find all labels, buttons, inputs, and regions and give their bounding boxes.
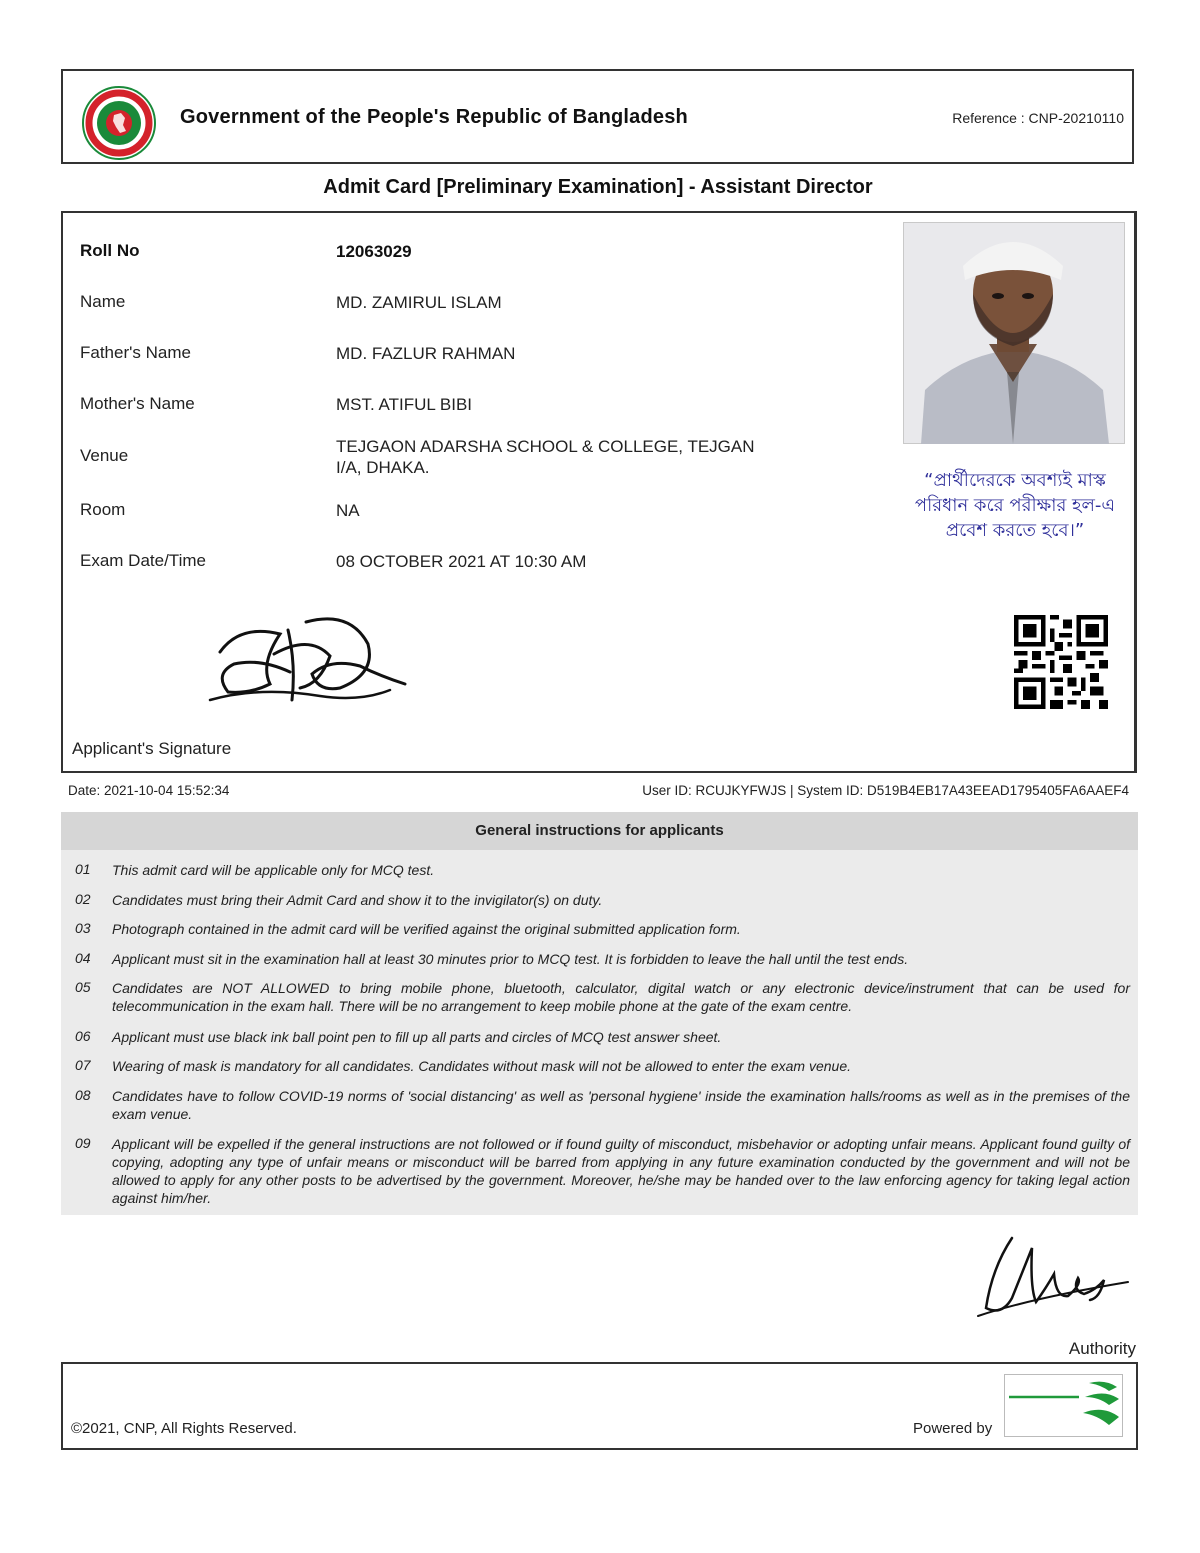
instruction-text: Wearing of mask is mandatory for all candidates. Candidates without mask will not be allowed to enter the exam venue. [112, 1058, 852, 1074]
room-label: Room [80, 500, 126, 519]
exam-datetime-value: 08 OCTOBER 2021 AT 10:30 AM [336, 552, 587, 571]
teletalk-logo-graphic [1005, 1375, 1122, 1436]
applicant-signature-label: Applicant's Signature [72, 739, 232, 758]
instruction-number: 05 [75, 979, 91, 995]
instruction-number: 01 [75, 861, 91, 877]
copyright-text: ©2021, CNP, All Rights Reserved. [71, 1420, 297, 1437]
mask-note-line-2: পরিধান করে পরীক্ষার হল-এ [914, 495, 1116, 516]
mask-note-line-3: প্রবেশ করতে হবে।” [945, 520, 1085, 541]
instruction-number: 07 [75, 1057, 91, 1073]
venue-value-line2: I/A, DHAKA. [336, 458, 430, 477]
instruction-text: Candidates must bring their Admit Card and show it to the invigilator(s) on duty. [112, 892, 603, 908]
mothers-name-label: Mother's Name [80, 394, 195, 413]
applicant-signature-image [200, 604, 410, 712]
issue-date: Date: 2021-10-04 15:52:34 [68, 783, 230, 798]
fathers-name-value: MD. FAZLUR RAHMAN [336, 344, 516, 363]
instruction-number: 02 [75, 891, 91, 907]
applicant-photo [903, 222, 1125, 444]
exam-datetime-label: Exam Date/Time [80, 551, 206, 570]
room-value: NA [336, 501, 360, 520]
instruction-number: 06 [75, 1028, 91, 1044]
instruction-number: 03 [75, 920, 91, 936]
roll-no-label: Roll No [80, 241, 140, 260]
government-seal-logo [81, 85, 157, 161]
mothers-name-value: MST. ATIFUL BIBI [336, 395, 473, 414]
authority-signature-image [972, 1228, 1132, 1324]
instruction-text: This admit card will be applicable only for MCQ test. [112, 862, 435, 878]
instruction-number: 04 [75, 950, 91, 966]
fathers-name-label: Father's Name [80, 343, 191, 362]
name-value: MD. ZAMIRUL ISLAM [336, 293, 502, 312]
mask-note-line-1: “প্রার্থীদেরকে অবশ্যই মাস্ক [924, 470, 1106, 491]
teletalk-logo [1004, 1374, 1123, 1437]
instruction-text: Applicant must use black ink ball point pen to fill up all parts and circles of MCQ test answer sheet. [112, 1029, 722, 1045]
instruction-text: Candidates are NOT ALLOWED to bring mobile phone, bluetooth, calculator, digital watch or any electronic device/instrument that can be used for telecommunication in the exam hall. There will be no arrangement to keep mobile phone at the gate of the exam centre. [112, 980, 1130, 1014]
venue-label: Venue [80, 446, 129, 465]
mask-requirement-note [900, 468, 1130, 543]
instruction-number: 09 [75, 1135, 91, 1151]
instruction-text: Photograph contained in the admit card will be verified against the original submitted application form. [112, 921, 741, 937]
admit-card-title: Admit Card [Preliminary Examination] - Assistant Director [323, 176, 873, 198]
instructions-heading: General instructions for applicants [61, 812, 1138, 850]
instruction-text: Applicant must sit in the examination hall at least 30 minutes prior to MCQ test. It is forbidden to leave the hall until the test ends. [112, 951, 909, 967]
user-system-ids: User ID: RCUJKYFWJS | System ID: D519B4EB17A43EEAD1795405FA6AAEF4 [642, 783, 1129, 798]
venue-value-line1: TEJGAON ADARSHA SCHOOL & COLLEGE, TEJGAN [336, 437, 755, 456]
instruction-text: Applicant will be expelled if the general instructions are not followed or if found guilty of misconduct, misbehavior or adopting unfair means. Applicant found guilty of copying, adopting any type of unfair means or misconduct will be barred from applying in any future examination conducted by the government and will not be allowed to apply for any other posts to be advertised by the government. Moreover, he/she may be handed over to the law enforcing agency for taking legal action against him/her. [112, 1136, 1130, 1206]
reference-number: Reference : CNP-20210110 [952, 110, 1124, 126]
authority-label: Authority [1068, 1339, 1136, 1358]
qr-code [1014, 615, 1108, 709]
name-label: Name [80, 292, 126, 311]
roll-no-value: 12063029 [336, 242, 412, 261]
instruction-number: 08 [75, 1087, 91, 1103]
powered-by-label: Powered by [913, 1420, 993, 1437]
instruction-text: Candidates have to follow COVID-19 norms of 'social distancing' as well as 'personal hygiene' inside the examination halls/rooms as well as in the premises of the exam venue. [112, 1088, 1130, 1122]
government-title: Government of the People's Republic of Bangladesh [180, 106, 688, 128]
